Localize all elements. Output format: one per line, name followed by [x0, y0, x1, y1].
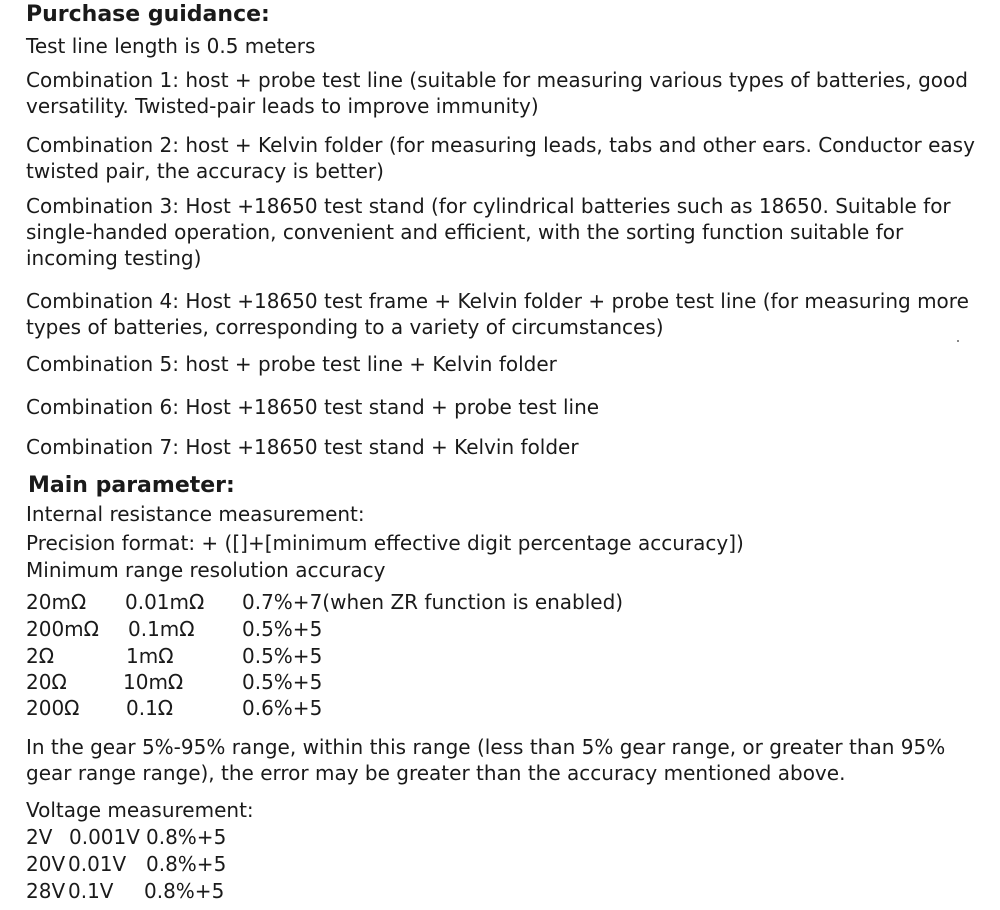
accuracy-cell: 0.8%+5 — [146, 825, 227, 849]
range-cell: 200mΩ — [26, 617, 99, 641]
range-cell: 20Ω — [26, 670, 67, 694]
combination-6: Combination 6: Host +18650 test stand + probe test line — [26, 395, 600, 419]
range-cell: 28V — [26, 879, 66, 903]
precision-format: Precision format: + ([]+[minimum effective digit percentage accuracy]) — [26, 531, 744, 555]
accuracy-cell: 0.5%+5 — [242, 617, 323, 641]
accuracy-cell: 0.7%+7(when ZR function is enabled) — [242, 590, 624, 614]
combination-7: Combination 7: Host +18650 test stand + Kelvin folder — [26, 435, 579, 459]
resolution-cell: 0.01V — [68, 852, 127, 876]
accuracy-note-line-1: In the gear 5%-95% range, within this range (less than 5% gear range, or greater than 95% — [26, 735, 946, 759]
column-headers: Minimum range resolution accuracy — [26, 558, 386, 582]
resolution-cell: 1mΩ — [126, 644, 174, 668]
combination-4-line-2: types of batteries, corresponding to a variety of circumstances) — [26, 315, 664, 339]
accuracy-note-line-2: gear range range), the error may be greater than the accuracy mentioned above. — [26, 761, 846, 785]
combination-1-line-2: versatility. Twisted-pair leads to improve immunity) — [26, 94, 539, 118]
combination-5: Combination 5: host + probe test line + Kelvin folder — [26, 352, 557, 376]
accuracy-cell: 0.8%+5 — [144, 879, 225, 903]
combination-2-line-2: twisted pair, the accuracy is better) — [26, 159, 384, 183]
range-cell: 2Ω — [26, 644, 55, 668]
combination-3-line-1: Combination 3: Host +18650 test stand (for cylindrical batteries such as 18650. Suitable for — [26, 194, 951, 218]
accuracy-cell: 0.8%+5 — [146, 852, 227, 876]
range-cell: 2V — [26, 825, 53, 849]
resolution-cell: 0.1V — [68, 879, 114, 903]
test-line-length: Test line length is 0.5 meters — [26, 34, 316, 58]
internal-resistance-title: Internal resistance measurement: — [26, 502, 365, 526]
resolution-cell: 0.1Ω — [126, 696, 174, 720]
range-cell: 20mΩ — [26, 590, 87, 614]
combination-3-line-2: single-handed operation, convenient and efficient, with the sorting function suitable for — [26, 220, 904, 244]
purchase-guidance-heading: Purchase guidance: — [26, 2, 270, 27]
combination-3-line-3: incoming testing) — [26, 246, 202, 270]
resolution-cell: 0.001V — [69, 825, 140, 849]
resolution-cell: 10mΩ — [123, 670, 184, 694]
accuracy-cell: 0.5%+5 — [242, 670, 323, 694]
range-cell: 20V — [26, 852, 66, 876]
accuracy-cell: 0.5%+5 — [242, 644, 323, 668]
stray-dot — [957, 340, 959, 342]
combination-2-line-1: Combination 2: host + Kelvin folder (for measuring leads, tabs and other ears. Conductor easy — [26, 133, 975, 157]
resolution-cell: 0.01mΩ — [125, 590, 205, 614]
accuracy-cell: 0.6%+5 — [242, 696, 323, 720]
resolution-cell: 0.1mΩ — [128, 617, 195, 641]
range-cell: 200Ω — [26, 696, 80, 720]
main-parameter-heading: Main parameter: — [28, 473, 235, 498]
voltage-title: Voltage measurement: — [26, 798, 254, 822]
combination-4-line-1: Combination 4: Host +18650 test frame + Kelvin folder + probe test line (for measuring more — [26, 289, 969, 313]
combination-1-line-1: Combination 1: host + probe test line (suitable for measuring various types of batteries, good — [26, 68, 968, 92]
